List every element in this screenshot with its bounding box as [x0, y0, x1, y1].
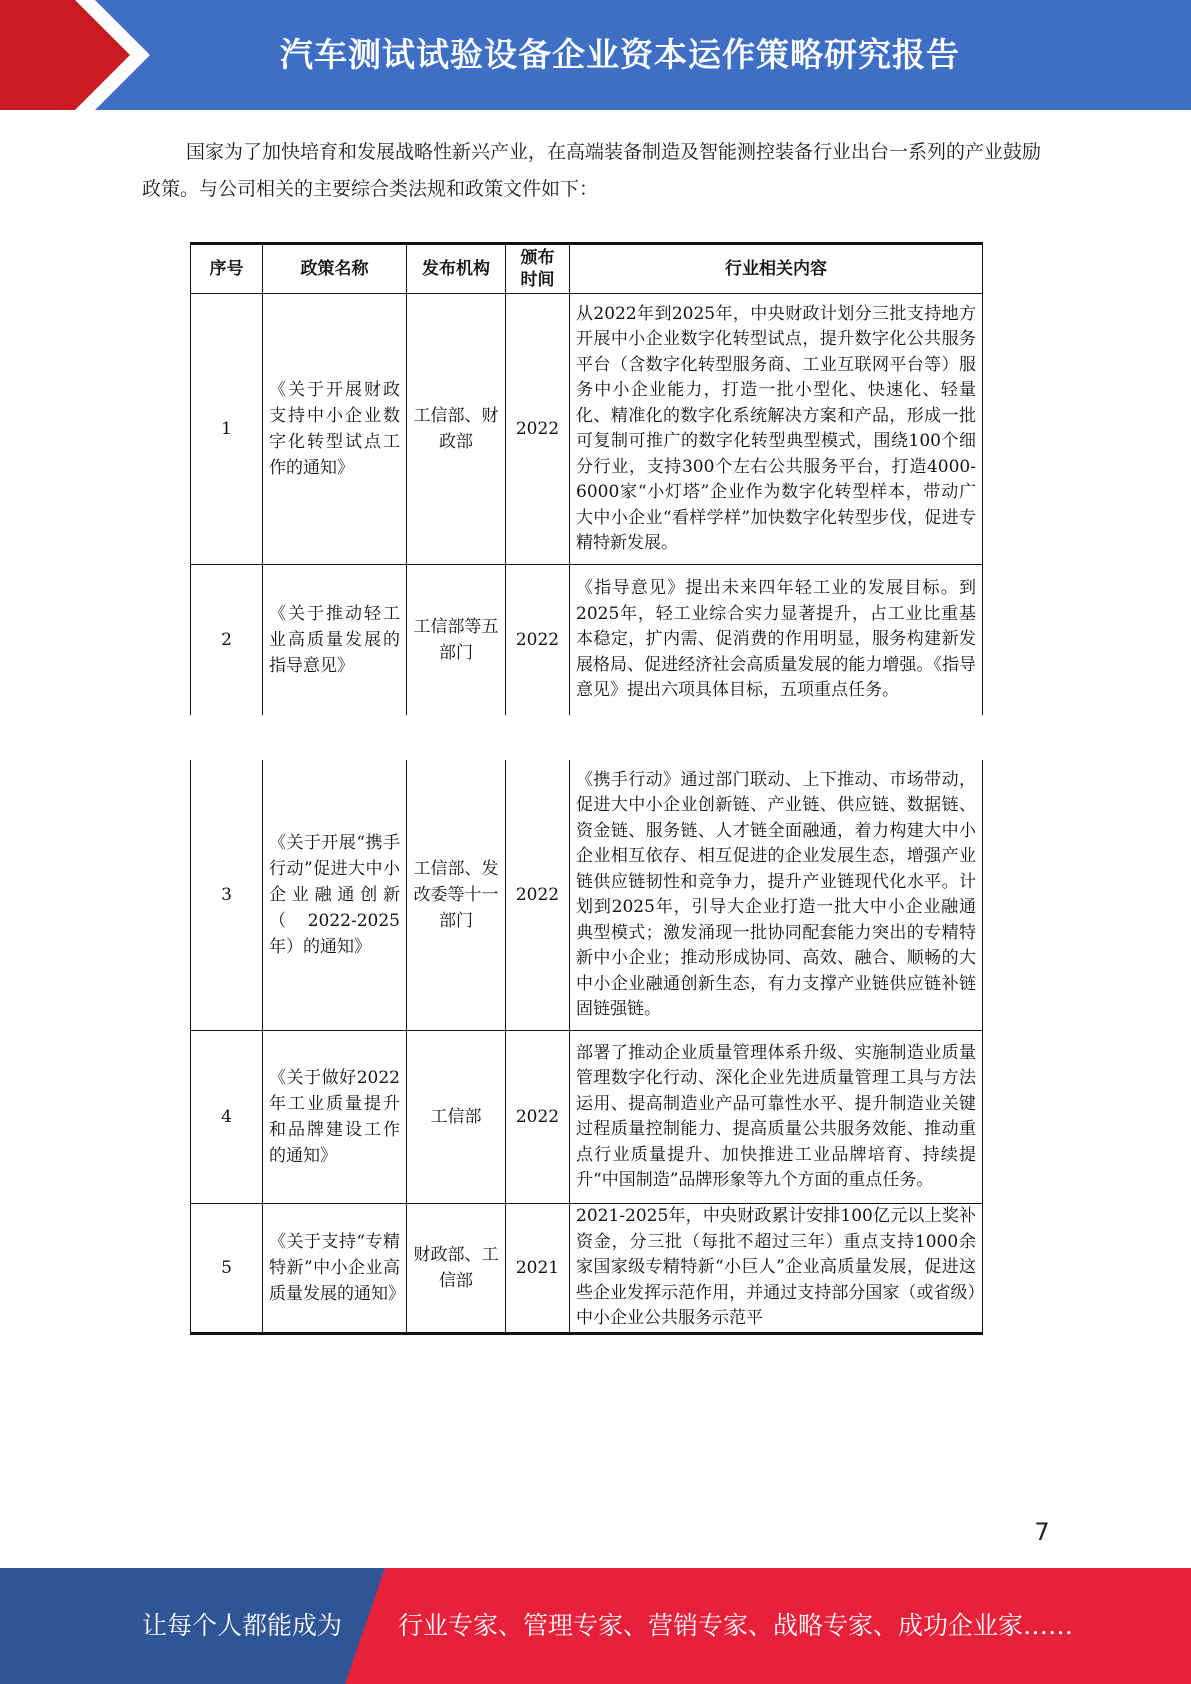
- table-row: [191, 760, 983, 1031]
- row-content: 《携手行动》通过部门联动、上下推动、市场带动，促进大中小企业创新链、产业链、供应链、数据链、资金链、服务链、人才链全面融通，着力构建大中小企业相互依存、相互促进的企业发展生态，增强产业链供应链韧性和竞争力，提升产业链现代化水平。计划到2025年，引导大企业打造一批大中小企业融通典型模式；激发涌现一批协同配套能力突出的专精特新中小企业；推动形成协同、高效、融合、顺畅的大中小企业融通创新生态，有力支撑产业链供应链补链固链强链。: [570, 760, 983, 1031]
- header-chevron-icon: [0, 0, 220, 110]
- row-no: 5: [191, 1204, 263, 1334]
- row-content: 2021-2025年，中央财政累计安排100亿元以上奖补资金，分三批（每批不超过三年）重点支持1000余家国家级专精特新“小巨人”企业高质量发展，促进这些企业发挥示范作用，并通过支持部分国家（或省级）中小企业公共服务示范平: [570, 1204, 983, 1334]
- row-org: 财政部、工信部: [407, 1204, 506, 1334]
- row-year: 2021: [506, 1204, 570, 1334]
- policy-table-part-2: [190, 760, 983, 1335]
- header-content: 行业相关内容: [570, 244, 983, 294]
- row-policy-name: 《关于支持“专精特新”中小企业高质量发展的通知》: [263, 1204, 407, 1334]
- page-number: 7: [1034, 1518, 1050, 1546]
- row-org: 工信部: [407, 1031, 506, 1204]
- row-org: 工信部、发改委等十一部门: [407, 760, 506, 1031]
- footer-slogan-right: 行业专家、管理专家、营销专家、战略专家、成功企业家……: [398, 1611, 1074, 1640]
- policy-table-part-1: [190, 242, 983, 716]
- table-row: [191, 1031, 983, 1204]
- row-policy-name: 《关于开展“携手行动”促进大中小企业融通创新（2022-2025年）的通知》: [263, 760, 407, 1031]
- table-row: [191, 294, 983, 565]
- row-year: 2022: [506, 565, 570, 716]
- row-no: 4: [191, 1031, 263, 1204]
- row-no: 1: [191, 294, 263, 565]
- header-date-line2: 时间: [520, 270, 555, 290]
- row-no: 2: [191, 565, 263, 716]
- table-row: [191, 1204, 983, 1334]
- page-header: [0, 0, 1191, 110]
- row-policy-name: 《关于开展财政支持中小企业数字化转型试点工作的通知》: [263, 294, 407, 565]
- row-no: 3: [191, 760, 263, 1031]
- header-no: 序号: [191, 244, 263, 294]
- row-content: 《指导意见》提出未来四年轻工业的发展目标。到2025年，轻工业综合实力显著提升，占工业比重基本稳定，扩内需、促消费的作用明显，服务构建新发展格局、促进经济社会高质量发展的能力增强。《指导意见》提出六项具体目标，五项重点任务。: [570, 565, 983, 716]
- page-footer: [0, 1568, 1191, 1684]
- report-title: 汽车测试试验设备企业资本运作策略研究报告: [280, 35, 960, 74]
- row-year: 2022: [506, 294, 570, 565]
- header-date: [506, 244, 570, 294]
- row-org: 工信部、财政部: [407, 294, 506, 565]
- row-year: 2022: [506, 1031, 570, 1204]
- row-content: 部署了推动企业质量管理体系升级、实施制造业质量管理数字化行动、深化企业先进质量管理工具与方法运用、提高制造业产品可靠性水平、提升制造业关键过程质量控制能力、提高质量公共服务效能、推动重点行业质量提升、加快推进工业品牌培育、持续提升“中国制造”品牌形象等九个方面的重点任务。: [570, 1031, 983, 1204]
- row-content: 从2022年到2025年，中央财政计划分三批支持地方开展中小企业数字化转型试点，提升数字化公共服务平台（含数字化转型服务商、工业互联网平台等）服务中小企业能力，打造一批小型化、快速化、轻量化、精准化的数字化系统解决方案和产品，形成一批可复制可推广的数字化转型典型模式，围绕100个细分行业，支持300个左右公共服务平台，打造4000-6000家“小灯塔”企业作为数字化转型样本，带动广大中小企业“看样学样”加快数字化转型步伐，促进专精特新发展。: [570, 294, 983, 565]
- row-policy-name: 《关于做好2022年工业质量提升和品牌建设工作的通知》: [263, 1031, 407, 1204]
- header-name: 政策名称: [263, 244, 407, 294]
- table-row: [191, 565, 983, 716]
- intro-paragraph: 国家为了加快培育和发展战略性新兴产业，在高端装备制造及智能测控装备行业出台一系列的产业鼓励政策。与公司相关的主要综合类法规和政策文件如下：: [142, 141, 1042, 200]
- table-header-row: [191, 244, 983, 294]
- footer-slogan-left: 让每个人都能成为: [142, 1611, 343, 1640]
- row-policy-name: 《关于推动轻工业高质量发展的指导意见》: [263, 565, 407, 716]
- row-year: 2022: [506, 760, 570, 1031]
- header-org: 发布机构: [407, 244, 506, 294]
- header-date-line1: 颁布: [520, 248, 555, 268]
- row-org: 工信部等五部门: [407, 565, 506, 716]
